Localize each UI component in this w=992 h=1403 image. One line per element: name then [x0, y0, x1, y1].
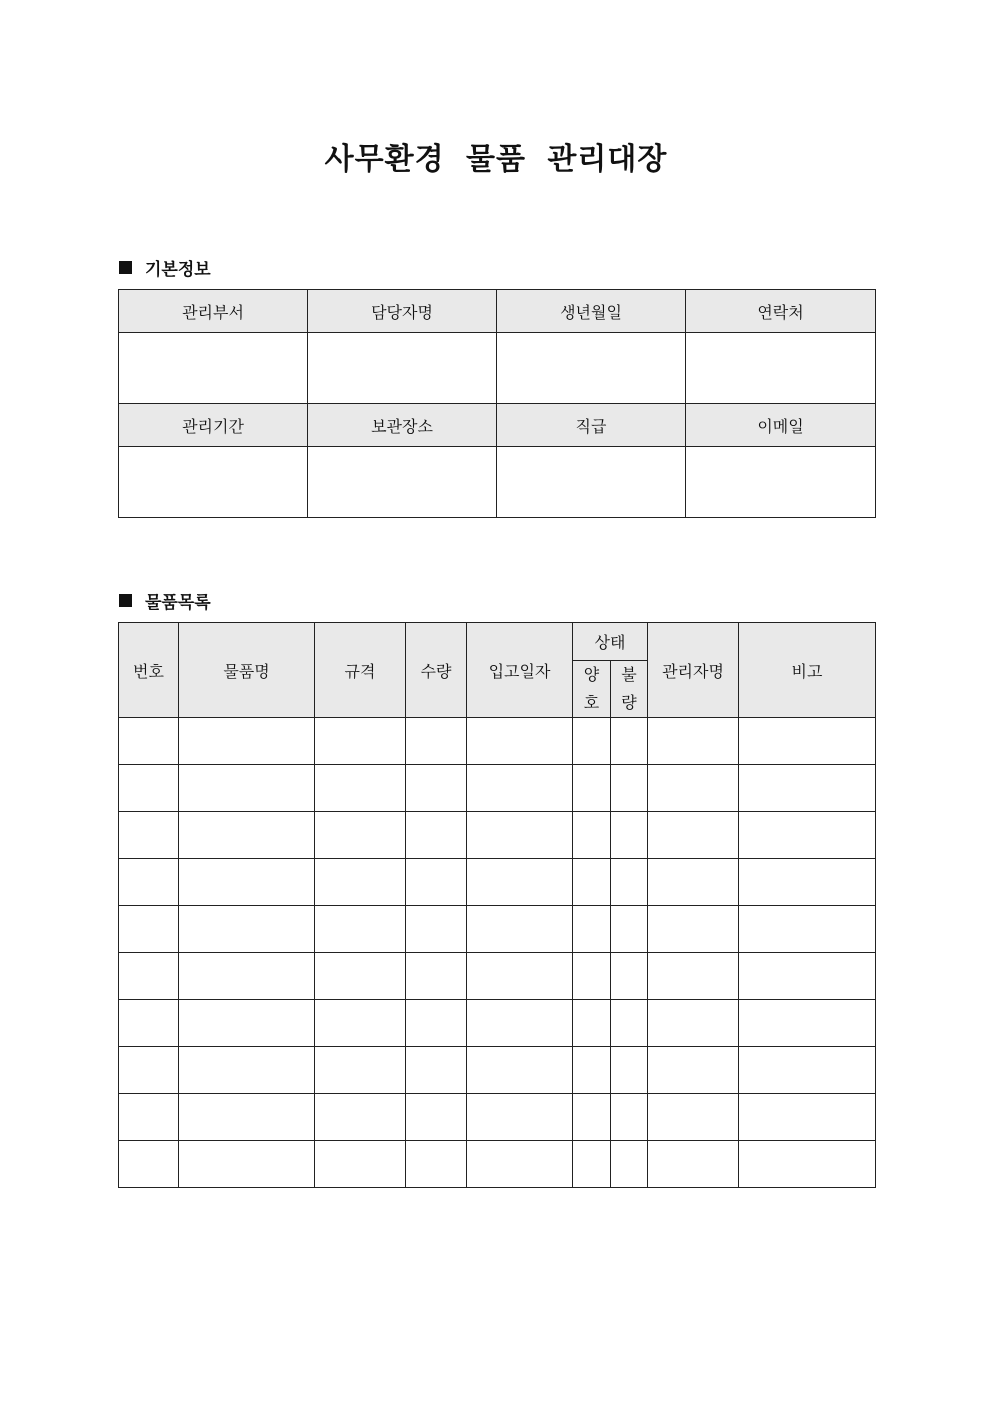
field-contact[interactable]: [686, 333, 876, 404]
cell-manager[interactable]: [648, 1141, 739, 1188]
cell-quantity[interactable]: [406, 812, 467, 859]
cell-spec[interactable]: [315, 906, 406, 953]
cell-note[interactable]: [739, 859, 876, 906]
field-storage-location[interactable]: [308, 447, 497, 518]
item-list-heading-label: 물품목록: [145, 593, 211, 613]
cell-number[interactable]: [119, 1000, 179, 1047]
cell-number[interactable]: [119, 859, 179, 906]
page-title: 사무환경 물품 관리대장: [324, 142, 668, 177]
cell-spec[interactable]: [315, 953, 406, 1000]
table-row: [119, 765, 876, 812]
cell-quantity[interactable]: [406, 718, 467, 765]
cell-item-name[interactable]: [179, 1141, 315, 1188]
col-spec: 규격: [315, 623, 406, 718]
cell-spec[interactable]: [315, 1094, 406, 1141]
cell-number[interactable]: [119, 1047, 179, 1094]
table-row: [119, 859, 876, 906]
basic-info-heading: [119, 255, 211, 280]
cell-status-good[interactable]: [573, 953, 611, 1000]
basic-info-table: [118, 289, 876, 518]
cell-number[interactable]: [119, 765, 179, 812]
field-department[interactable]: [119, 333, 308, 404]
status-bad-label: 불량: [621, 665, 637, 712]
cell-status-good[interactable]: [573, 906, 611, 953]
cell-quantity[interactable]: [406, 906, 467, 953]
cell-quantity[interactable]: [406, 953, 467, 1000]
cell-note[interactable]: [739, 953, 876, 1000]
cell-item-name[interactable]: [179, 953, 315, 1000]
cell-manager[interactable]: [648, 1000, 739, 1047]
cell-item-name[interactable]: [179, 765, 315, 812]
label-person-name: 담당자명: [308, 290, 497, 333]
cell-receipt-date[interactable]: [467, 1047, 573, 1094]
cell-note[interactable]: [739, 1094, 876, 1141]
cell-manager[interactable]: [648, 906, 739, 953]
col-status: 상태: [573, 623, 648, 661]
cell-status-bad[interactable]: [611, 718, 648, 765]
label-period: 관리기간: [119, 404, 308, 447]
table-row: [119, 1047, 876, 1094]
cell-number[interactable]: [119, 812, 179, 859]
cell-number[interactable]: [119, 1094, 179, 1141]
cell-receipt-date[interactable]: [467, 953, 573, 1000]
cell-manager[interactable]: [648, 1047, 739, 1094]
col-number: 번호: [119, 623, 179, 718]
cell-note[interactable]: [739, 906, 876, 953]
cell-manager[interactable]: [648, 859, 739, 906]
cell-status-good[interactable]: [573, 1000, 611, 1047]
field-position[interactable]: [497, 447, 686, 518]
label-contact: 연락처: [686, 290, 876, 333]
cell-status-good[interactable]: [573, 765, 611, 812]
cell-quantity[interactable]: [406, 765, 467, 812]
item-list-table: [118, 622, 876, 1188]
cell-note[interactable]: [739, 1000, 876, 1047]
cell-status-bad[interactable]: [611, 1141, 648, 1188]
col-status-bad: [611, 661, 648, 718]
cell-receipt-date[interactable]: [467, 1094, 573, 1141]
square-bullet-icon: [119, 594, 132, 607]
table-row: [119, 1141, 876, 1188]
cell-status-bad[interactable]: [611, 1047, 648, 1094]
cell-item-name[interactable]: [179, 718, 315, 765]
cell-spec[interactable]: [315, 1000, 406, 1047]
cell-status-bad[interactable]: [611, 812, 648, 859]
table-row: [119, 812, 876, 859]
cell-status-bad[interactable]: [611, 765, 648, 812]
cell-note[interactable]: [739, 1047, 876, 1094]
field-period[interactable]: [119, 447, 308, 518]
label-email: 이메일: [686, 404, 876, 447]
cell-receipt-date[interactable]: [467, 906, 573, 953]
label-position: 직급: [497, 404, 686, 447]
square-bullet-icon: [119, 261, 132, 274]
label-department: 관리부서: [119, 290, 308, 333]
cell-receipt-date[interactable]: [467, 1141, 573, 1188]
label-birthdate: 생년월일: [497, 290, 686, 333]
cell-quantity[interactable]: [406, 1141, 467, 1188]
item-list-heading: [119, 588, 211, 613]
field-person-name[interactable]: [308, 333, 497, 404]
cell-status-bad[interactable]: [611, 859, 648, 906]
cell-quantity[interactable]: [406, 1000, 467, 1047]
cell-note[interactable]: [739, 765, 876, 812]
cell-manager[interactable]: [648, 812, 739, 859]
cell-status-good[interactable]: [573, 812, 611, 859]
cell-status-bad[interactable]: [611, 953, 648, 1000]
basic-info-heading-label: 기본정보: [145, 260, 211, 280]
cell-note[interactable]: [739, 812, 876, 859]
cell-item-name[interactable]: [179, 906, 315, 953]
col-receipt-date: 입고일자: [467, 623, 573, 718]
cell-note[interactable]: [739, 1141, 876, 1188]
cell-receipt-date[interactable]: [467, 718, 573, 765]
cell-item-name[interactable]: [179, 1094, 315, 1141]
cell-quantity[interactable]: [406, 1047, 467, 1094]
cell-receipt-date[interactable]: [467, 859, 573, 906]
cell-item-name[interactable]: [179, 1000, 315, 1047]
table-row: [119, 906, 876, 953]
cell-item-name[interactable]: [179, 1047, 315, 1094]
cell-receipt-date[interactable]: [467, 812, 573, 859]
table-row: [119, 718, 876, 765]
cell-status-good[interactable]: [573, 859, 611, 906]
cell-quantity[interactable]: [406, 859, 467, 906]
table-row: [119, 953, 876, 1000]
cell-manager[interactable]: [648, 718, 739, 765]
cell-status-bad[interactable]: [611, 906, 648, 953]
table-row: [119, 1094, 876, 1141]
cell-receipt-date[interactable]: [467, 765, 573, 812]
col-status-good: [573, 661, 611, 718]
cell-status-good[interactable]: [573, 1141, 611, 1188]
field-birthdate[interactable]: [497, 333, 686, 404]
cell-manager[interactable]: [648, 765, 739, 812]
cell-quantity[interactable]: [406, 1094, 467, 1141]
cell-item-name[interactable]: [179, 812, 315, 859]
table-row: [119, 1000, 876, 1047]
cell-note[interactable]: [739, 718, 876, 765]
cell-spec[interactable]: [315, 1047, 406, 1094]
col-item-name: 물품명: [179, 623, 315, 718]
cell-status-good[interactable]: [573, 1047, 611, 1094]
cell-number[interactable]: [119, 1141, 179, 1188]
label-storage-location: 보관장소: [308, 404, 497, 447]
status-good-label: 양호: [583, 665, 600, 712]
field-email[interactable]: [686, 447, 876, 518]
cell-manager[interactable]: [648, 953, 739, 1000]
cell-status-good[interactable]: [573, 1094, 611, 1141]
col-manager: 관리자명: [648, 623, 739, 718]
cell-status-bad[interactable]: [611, 1000, 648, 1047]
col-quantity: 수량: [406, 623, 467, 718]
cell-status-bad[interactable]: [611, 1094, 648, 1141]
cell-spec[interactable]: [315, 859, 406, 906]
cell-number[interactable]: [119, 718, 179, 765]
cell-spec[interactable]: [315, 812, 406, 859]
cell-receipt-date[interactable]: [467, 1000, 573, 1047]
cell-spec[interactable]: [315, 765, 406, 812]
cell-item-name[interactable]: [179, 859, 315, 906]
cell-number[interactable]: [119, 906, 179, 953]
cell-manager[interactable]: [648, 1094, 739, 1141]
col-note: 비고: [739, 623, 876, 718]
cell-spec[interactable]: [315, 718, 406, 765]
cell-spec[interactable]: [315, 1141, 406, 1188]
cell-status-good[interactable]: [573, 718, 611, 765]
cell-number[interactable]: [119, 953, 179, 1000]
